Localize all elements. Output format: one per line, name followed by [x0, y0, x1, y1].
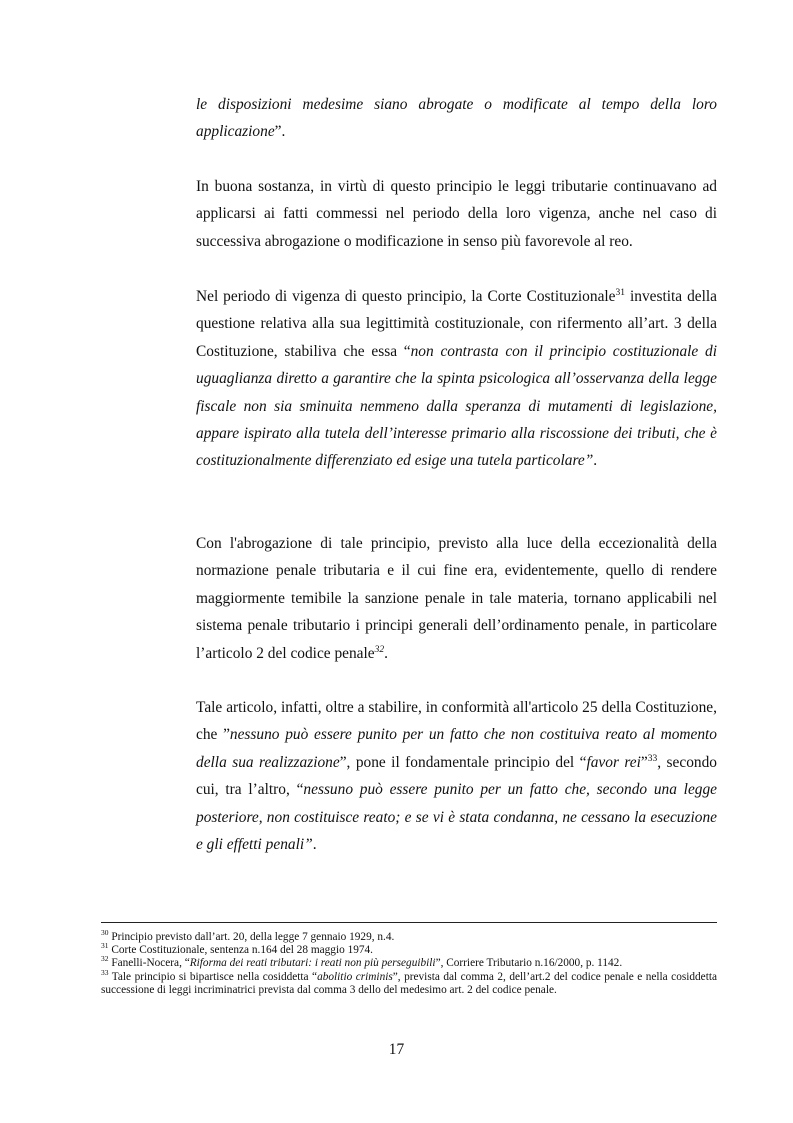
footnote-33-text-b: ”, prevista dal comma 2, dell’art.2 del codice penale e nella cosiddetta successione di leggi incriminatrici prevista dal comma 3 dello del medesimo art. 2 del codice penale.: [101, 970, 717, 996]
footnote-33-number: 33: [101, 967, 109, 977]
footnote-32: [101, 954, 717, 970]
p4-favor-rei: favor rei: [586, 753, 641, 771]
paragraph-1-text: In buona sostanza, in virtù di questo principio le leggi tributarie continuavano ad applicarsi ai fatti commessi nel periodo della loro vigenza, anche nel caso di successiva abrogazione o modificazione in senso più favorevole al reo.: [196, 178, 717, 250]
p2-text-b: investita della questione relativa alla sua legittimità costituzionale, con rifermento all’art. 3 della Costituzione, stabiliva che essa “: [196, 288, 717, 360]
footnote-32-text-b: ”, Corriere Tributario n.16/2000, p. 1142.: [435, 957, 623, 970]
footnote-ref-31[interactable]: 31: [615, 287, 626, 298]
footnote-33-term: abolitio criminis: [317, 970, 393, 983]
p4-text-d: , secondo cui, tra l’altro, “: [196, 753, 717, 799]
paragraph-1: [196, 173, 717, 255]
footnote-32-number: 32: [101, 954, 109, 964]
p4-text-b: ”, pone il fondamentale principio del “: [339, 753, 587, 771]
paragraph-0: [196, 91, 717, 146]
paragraph-3: [196, 530, 717, 667]
footnotes: [101, 922, 717, 997]
p4-text-c: ”: [640, 753, 648, 771]
footnote-ref-32[interactable]: 32: [374, 644, 385, 655]
footnote-31-text: Corte Costituzionale, sentenza n.164 del 28 maggio 1974.: [108, 944, 373, 957]
quote-text: le disposizioni medesime siano abrogate o modificate al tempo della loro applicazione: [196, 96, 717, 141]
footnote-30-number: 30: [101, 928, 109, 938]
page-number: 17: [388, 1041, 405, 1058]
p2-end: .: [593, 452, 598, 470]
p2-quote: non contrasta con il principio costituzionale di uguaglianza diretto a garantire che la spinta psicologica all’osservanza della legge fiscale non sia sminuita nemmeno dalla speranza di mutamenti di legislazione, appare ispirato alla tutela dell’interesse primario alla riscossione dei tributi, che è costituzionalmente differenziato ed esige una tutela particolare”: [196, 342, 717, 470]
footnote-32-title: Riforma dei reati tributari: i reati non più perseguibili: [189, 957, 436, 970]
quote-end: ”.: [274, 123, 286, 141]
footnote-31: [101, 941, 717, 957]
footnote-30-text: Principio previsto dall’art. 20, della legge 7 gennaio 1929, n.4.: [108, 931, 395, 943]
p3-text: Con l'abrogazione di tale principio, previsto alla luce della eccezionalità della normazione penale tributaria e il cui fine era, evidentemente, quello di rendere maggiormente temibile la sanzione penale in tale materia, tornano applicabili nel sistema penale tributario i principi generali dell’ordinamento penale, in particolare l’articolo 2 del codice penale: [196, 535, 717, 662]
footnote-30: [101, 928, 717, 944]
footnote-33-text-a: Tale principio si bipartisce nella cosiddetta “: [108, 970, 318, 983]
footnote-31-number: 31: [101, 941, 109, 951]
paragraph-4: [196, 694, 717, 858]
p4-end: .: [312, 836, 317, 854]
paragraph-2: [196, 283, 717, 475]
p3-end: .: [384, 644, 388, 662]
p4-quote-2: nessuno può essere punito per un fatto che, secondo una legge posteriore, non costituisce reato; e se vi è stata condanna, ne cessano la esecuzione e gli effetti penali”: [196, 781, 717, 854]
p2-text-a: Nel periodo di vigenza di questo principio, la Corte Costituzionale: [196, 288, 616, 305]
footnote-33: [101, 967, 717, 997]
footnote-ref-33[interactable]: 33: [647, 753, 658, 764]
p4-text-a: Tale articolo, infatti, oltre a stabilire, in conformità all'articolo 25 della Costituzione, che ”: [196, 699, 717, 744]
footnote-32-text-a: Fanelli-Nocera, “: [108, 957, 190, 970]
p4-quote-1: nessuno può essere punito per un fatto che non costituiva reato al momento della sua realizzazione: [196, 726, 717, 771]
